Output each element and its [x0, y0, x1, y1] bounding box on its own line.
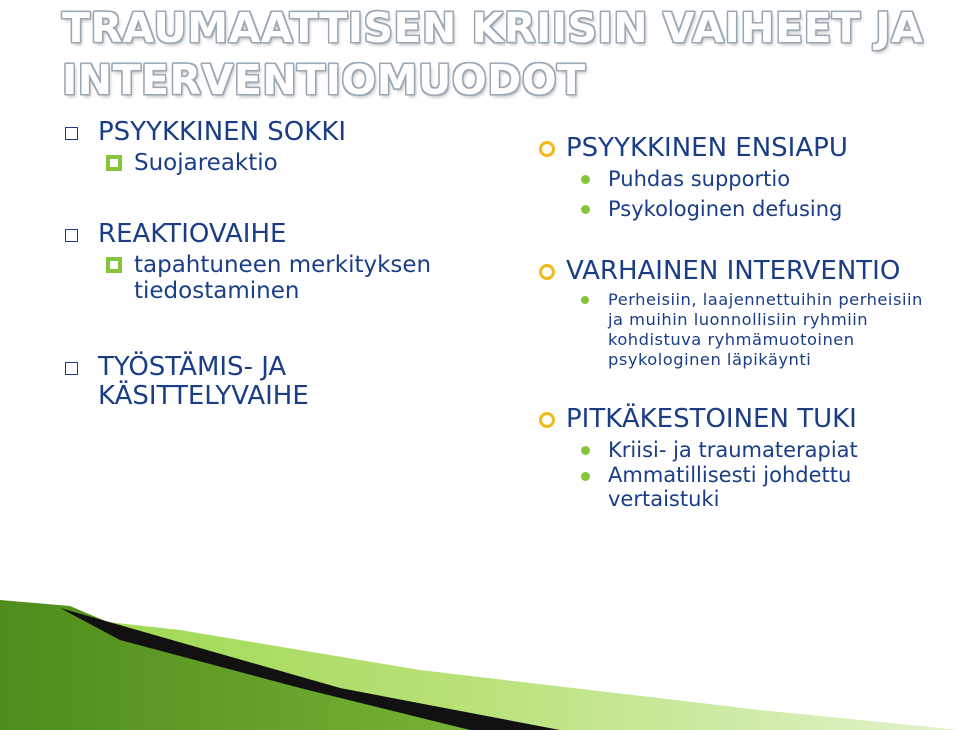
phase-shock-heading-row	[62, 118, 502, 147]
first-aid-heading: PSYYKKINEN ENSIAPU	[566, 133, 848, 163]
phase-reaction-sub-line-2: tiedostaminen	[134, 278, 300, 304]
long-term-heading-row	[538, 404, 958, 434]
hollow-square-bullet-icon	[65, 229, 78, 242]
phase-shock	[62, 118, 502, 176]
phase-reaction-sub-row	[62, 252, 502, 304]
phase-shock-sub-row	[62, 150, 502, 176]
phase-processing-heading-row	[62, 353, 502, 411]
yellow-bullet-icon	[539, 264, 555, 280]
green-dot-bullet-icon	[581, 472, 590, 481]
early-line-3: kohdistuva ryhmämuotoinen	[608, 330, 855, 349]
crisis-phases-column	[62, 118, 502, 411]
phase-shock-heading: PSYYKKINEN SOKKI	[98, 117, 347, 147]
first-aid-heading-row	[538, 133, 958, 163]
phase-processing-heading-line-1: TYÖSTÄMIS- JA	[98, 352, 287, 382]
phase-processing-heading-line-2: KÄSITTELYVAIHE	[98, 381, 309, 411]
early-line-2: ja muihin luonnollisiin ryhmiin	[608, 310, 869, 329]
intervention-early	[538, 256, 958, 370]
long-term-item-2	[538, 463, 958, 511]
phase-reaction	[62, 220, 502, 304]
long-term-heading: PITKÄKESTOINEN TUKI	[566, 404, 857, 434]
phase-shock-sub: Suojareaktio	[134, 150, 278, 176]
green-dot-bullet-icon	[581, 205, 590, 214]
decorative-swoosh	[0, 600, 960, 730]
early-line-4: psykologinen läpikäynti	[608, 350, 812, 369]
slide-title	[62, 2, 952, 106]
early-heading: VARHAINEN INTERVENTIO	[566, 256, 901, 286]
intervention-first-aid	[538, 133, 958, 222]
phase-processing	[62, 353, 502, 411]
first-aid-item-1	[538, 166, 958, 192]
long-term-item-2-line-2: vertaistuki	[608, 487, 720, 511]
long-term-item-1-label: Kriisi- ja traumaterapiat	[608, 438, 858, 462]
early-heading-row	[538, 256, 958, 286]
yellow-bullet-icon	[539, 141, 555, 157]
green-dot-bullet-icon	[581, 296, 589, 304]
first-aid-item-1-label: Puhdas supportio	[608, 167, 791, 191]
long-term-item-1	[538, 437, 958, 463]
interventions-column	[538, 133, 958, 511]
phase-reaction-sub-line-1: tapahtuneen merkityksen	[134, 252, 432, 278]
intervention-long-term	[538, 404, 958, 511]
hollow-square-bullet-icon	[65, 127, 78, 140]
slide-title-line-1: TRAUMAATTISEN KRIISIN VAIHEET JA	[62, 4, 924, 52]
green-dot-bullet-icon	[581, 175, 590, 184]
early-line-1: Perheisiin, laajennettuihin perheisiin	[608, 290, 923, 309]
filled-square-bullet-icon	[106, 257, 122, 273]
phase-reaction-heading-row	[62, 220, 502, 249]
early-description	[538, 290, 958, 370]
green-dot-bullet-icon	[581, 446, 590, 455]
first-aid-item-2	[538, 196, 958, 222]
hollow-square-bullet-icon	[65, 362, 78, 375]
first-aid-item-2-label: Psykologinen defusing	[608, 197, 843, 221]
long-term-item-2-line-1: Ammatillisesti johdettu	[608, 463, 852, 487]
filled-square-bullet-icon	[106, 155, 122, 171]
slide-title-line-2: INTERVENTIOMUODOT	[62, 56, 586, 104]
yellow-bullet-icon	[539, 412, 555, 428]
phase-reaction-heading: REAKTIOVAIHE	[98, 219, 287, 249]
